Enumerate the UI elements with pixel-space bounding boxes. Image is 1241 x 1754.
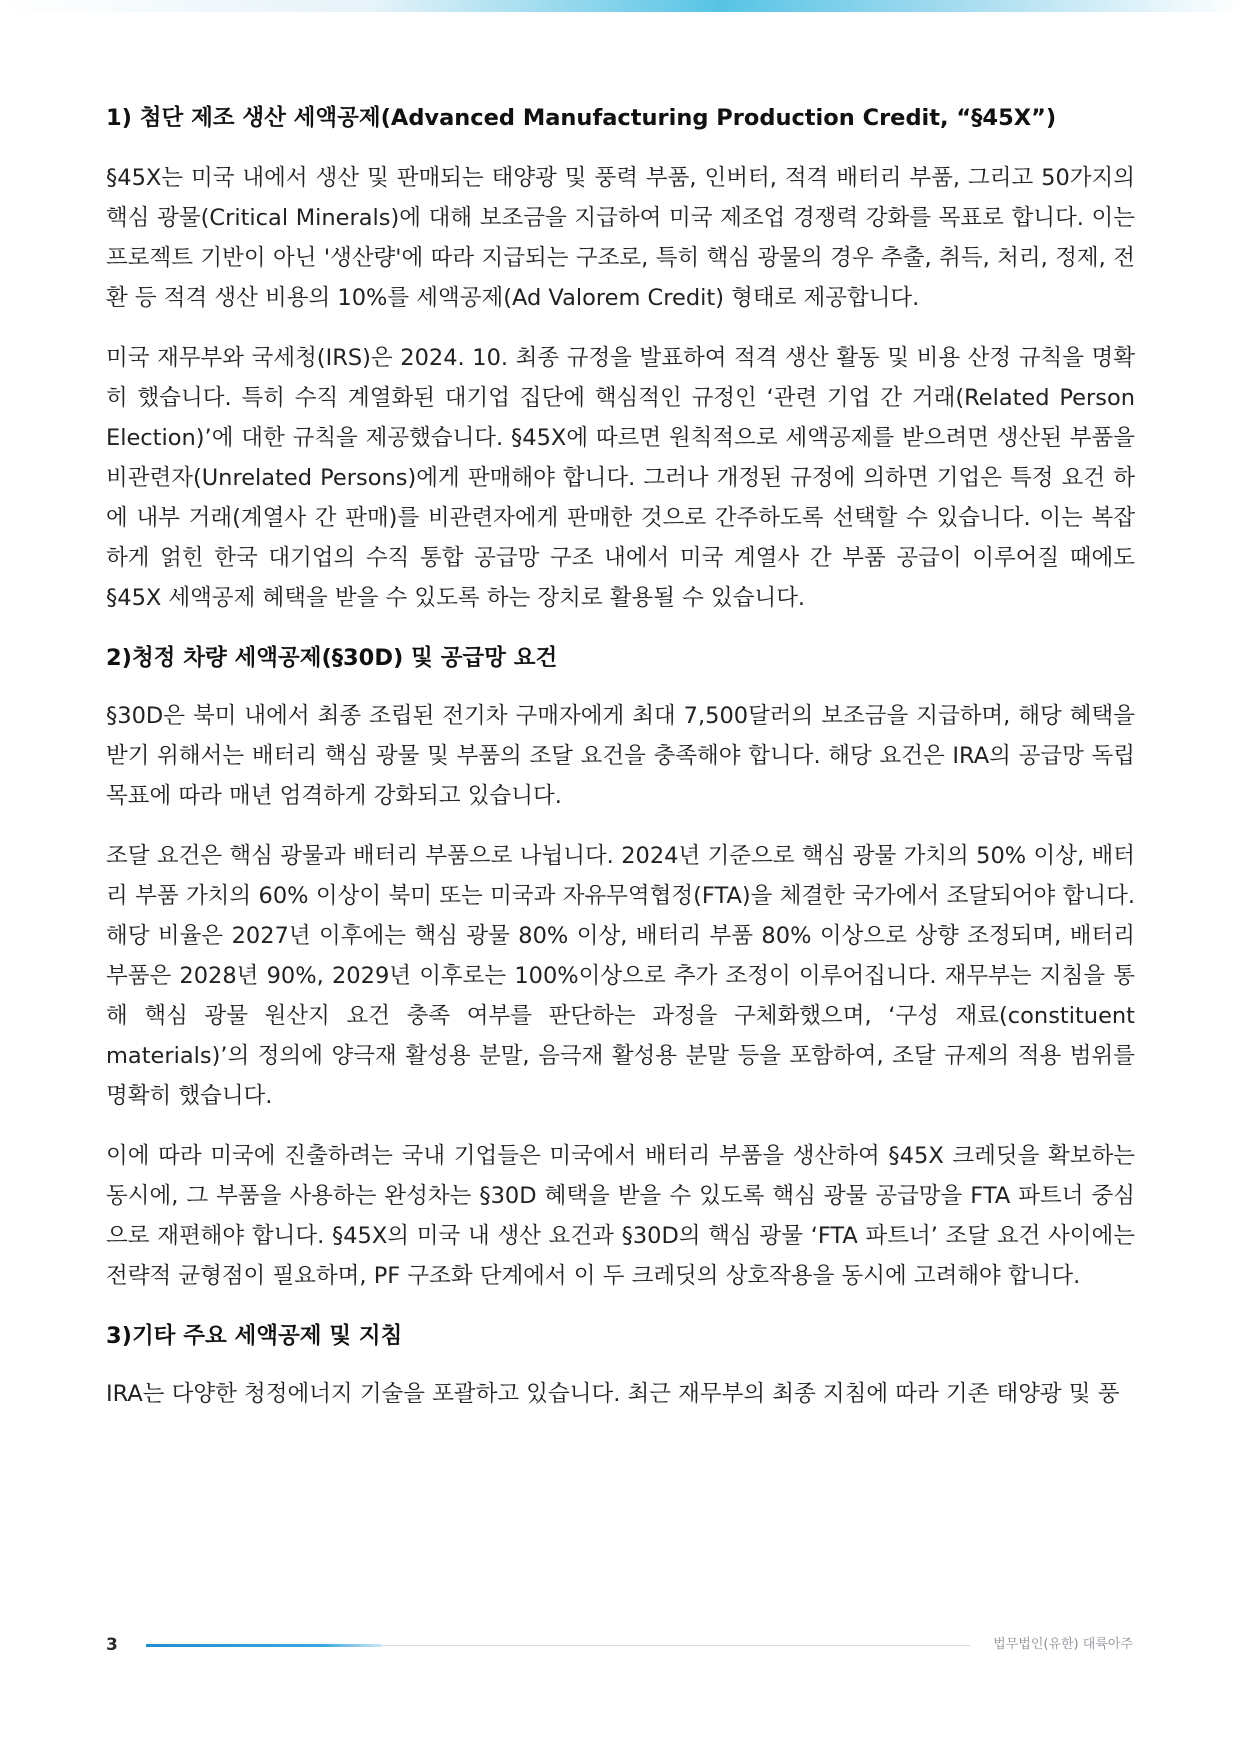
paragraph-45x-related-person: 미국 재무부와 국세청(IRS)은 2024. 10. 최종 규정을 발표하여 적격 생산 활동 및 비용 산정 규칙을 명확히 했습니다. 특히 수직 계열화된 대기업 집단에 핵심적인 규정인 ‘관련 기업 간 거래(Related Person Election)’에 대한 규칙을 제공했습니다. §45X에 따르면 원칙적으로 세액공제를 받으려면 생산된 부품을 비관련자(Unrelated Persons)에게 판매해야 합니다. 그러나 개정된 규정에 의하면 기업은 특정 요건 하에 내부 거래(계열사 간 판매)를 비관련자에게 판매한 것으로 간주하도록 선택할 수 있습니다. 이는 복잡하게 얽힌 한국 대기업의 수직 통합 공급망 구조 내에서 미국 계열사 간 부품 공급이 이루어질 때에도 §45X 세액공제 혜택을 받을 수 있도록 하는 장치로 활용될 수 있습니다. <box>106 345 1135 611</box>
paragraph-30d-strategy: 이에 따라 미국에 진출하려는 국내 기업들은 미국에서 배터리 부품을 생산하여 §45X 크레딧을 확보하는 동시에, 그 부품을 사용하는 완성차는 §30D 혜택을 받을 수 있도록 핵심 광물 공급망을 FTA 파트너 중심으로 재편해야 합니다. §45X의 미국 내 생산 요건과 §30D의 핵심 광물 ‘FTA 파트너’ 조달 요건 사이에는 전략적 균형점이 필요하며, PF 구조화 단계에서 이 두 크레딧의 상호작용을 동시에 고려해야 합니다. <box>106 1143 1135 1289</box>
section-heading-30d: 2)청정 차량 세액공제(§30D) 및 공급망 요건 <box>106 645 558 671</box>
paragraph-30d-sourcing: 조달 요건은 핵심 광물과 배터리 부품으로 나뉩니다. 2024년 기준으로 핵심 광물 가치의 50% 이상, 배터리 부품 가치의 60% 이상이 북미 또는 미국과 자유무역협정(FTA)을 체결한 국가에서 조달되어야 합니다. 해당 비율은 2027년 이후에는 핵심 광물 80% 이상, 배터리 부품 80% 이상으로 상향 조정되며, 배터리 부품은 2028년 90%, 2029년 이후로는 100%이상으로 추가 조정이 이루어집니다. 재무부는 지침을 통해 핵심 광물 원산지 요건 충족 여부를 판단하는 과정을 구체화했으며, ‘구성 재료(constituent materials)’의 정의에 양극재 활성용 분말, 음극재 활성용 분말 등을 포함하여, 조달 규제의 적용 범위를 명확히 했습니다. <box>106 843 1135 1109</box>
page-footer <box>0 1632 1241 1662</box>
section-heading-other-credits: 3)기타 주요 세액공제 및 지침 <box>106 1323 403 1349</box>
footer-accent-line <box>146 1644 382 1647</box>
paragraph-other-credits: IRA는 다양한 청정에너지 기술을 포괄하고 있습니다. 최근 재무부의 최종 지침에 따라 기존 태양광 및 풍 <box>106 1381 1120 1407</box>
paragraph-45x-overview: §45X는 미국 내에서 생산 및 판매되는 태양광 및 풍력 부품, 인버터, 적격 배터리 부품, 그리고 50가지의 핵심 광물(Critical Minerals)에 대해 보조금을 지급하여 미국 제조업 경쟁력 강화를 목표로 합니다. 이는 프로젝트 기반이 아닌 '생산량'에 따라 지급되는 구조로, 특히 핵심 광물의 경우 추출, 취득, 처리, 정제, 전환 등 적격 생산 비용의 10%를 세액공제(Ad Valorem Credit) 형태로 제공합니다. <box>106 165 1135 311</box>
section-heading-45x: 1) 첨단 제조 생산 세액공제(Advanced Manufacturing Production Credit, “§45X”) <box>106 105 1057 131</box>
firm-name: 법무법인(유한) 대륙아주 <box>993 1637 1133 1652</box>
top-gradient-band <box>0 0 1241 12</box>
document-body <box>106 98 1135 1434</box>
paragraph-30d-overview: §30D은 북미 내에서 최종 조립된 전기차 구매자에게 최대 7,500달러의 보조금을 지급하며, 해당 혜택을 받기 위해서는 배터리 핵심 광물 및 부품의 조달 요건을 충족해야 합니다. 해당 요건은 IRA의 공급망 독립 목표에 따라 매년 엄격하게 강화되고 있습니다. <box>106 703 1135 809</box>
page-number: 3 <box>106 1635 118 1655</box>
